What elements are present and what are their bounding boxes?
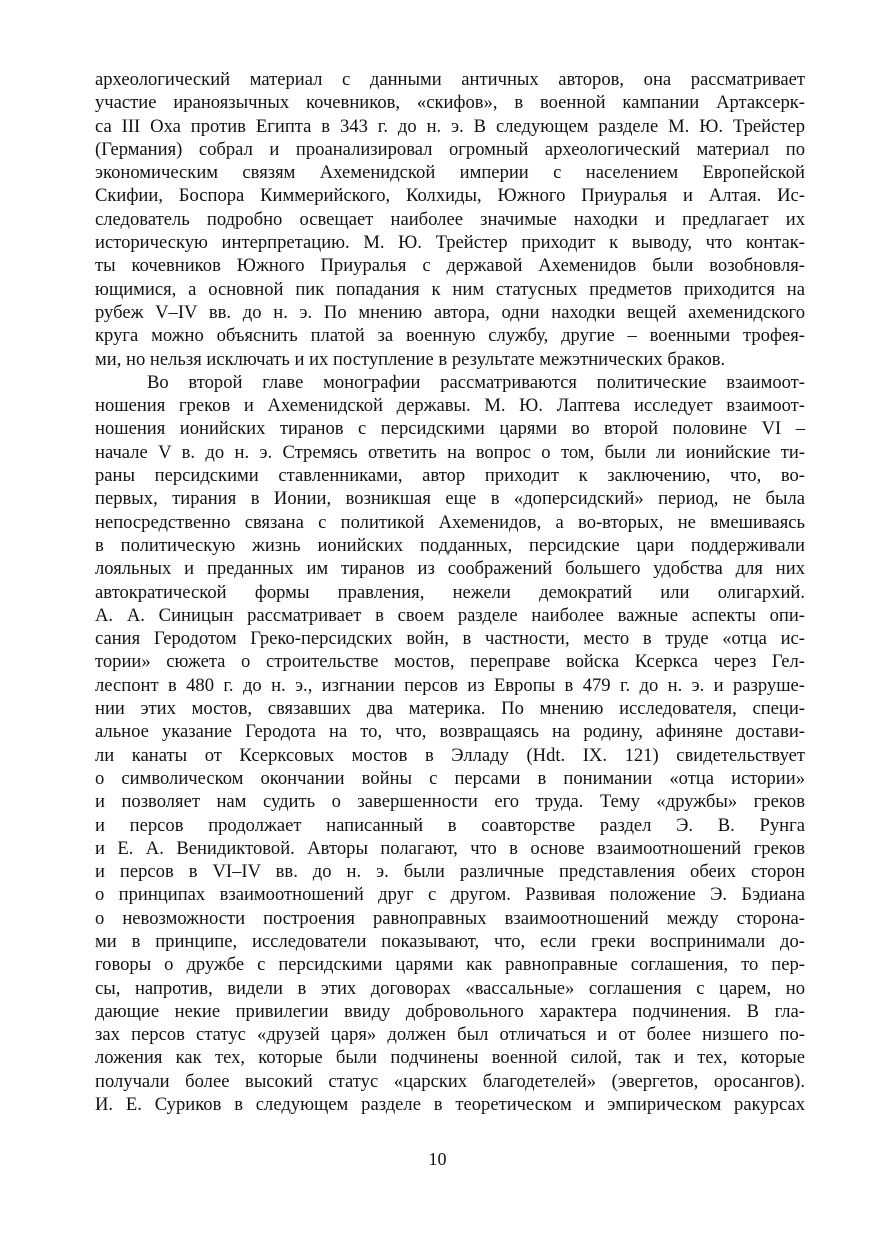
text-line: в политическую жизнь ионийских подданных, персидские цари поддерживали [95,534,805,556]
page-body [95,68,805,1116]
text-line: экономическим связям Ахеменидской империи с населением Европейской [95,162,805,184]
text-line: сания Геродотом Греко-персидских войн, в частности, место в труде «отца ис- [95,628,805,650]
text-line: и Е. А. Венидиктовой. Авторы полагают, что в основе взаимоотношений греков [95,837,805,859]
text-line: тории» сюжета о строительстве мостов, переправе войска Ксеркса через Гел- [95,651,805,673]
text-line: и персов продолжает написанный в соавторстве раздел Э. В. Рунга [95,814,805,836]
text-line: автократической формы правления, нежели демократий или олигархий. [95,581,805,603]
text-line: ты кочевников Южного Приуралья с державой Ахеменидов были возобновля- [95,255,805,277]
text-line: леспонт в 480 г. до н. э., изгнании персов из Европы в 479 г. до н. э. и разруше- [95,674,805,696]
text-line: сы, напротив, видели в этих договорах «вассальные» соглашения с царем, но [95,977,805,999]
text-line: нии этих мостов, связавших два материка. По мнению исследователя, специ- [95,698,805,720]
text-line: ми в принципе, исследователи показывают, что, если греки воспринимали до- [95,930,805,952]
text-line: ношения ионийских тиранов с персидскими царями во второй половине VI – [95,418,805,440]
text-line: говоры о дружбе с персидскими царями как равноправные соглашения, то пер- [95,954,805,976]
text-line: и позволяет нам судить о завершенности его труда. Тему «дружбы» греков [95,791,805,813]
text-line: ми, но нельзя исключать и их поступление в результате межэтнических браков. [95,348,726,370]
text-line: о невозможности построения равноправных взаимоотношений между сторона- [95,907,805,929]
text-line: лояльных и преданных им тиранов из соображений большего удобства для них [95,558,805,580]
text-line: дающие некие привилегии ввиду добровольного характера подчинения. В гла- [95,1000,805,1022]
text-line: круга можно объяснить платой за военную службу, другие – военными трофея- [95,325,805,347]
text-line: получали более высокий статус «царских благодетелей» (эвергетов, оросангов). [95,1070,805,1092]
page-number: 10 [428,1149,447,1169]
text-line: следователь подробно освещает наиболее значимые находки и предлагает их [95,208,805,230]
text-line: ющимися, а основной пик попадания к ним статусных предметов приходится на [95,278,805,300]
text-line: ношения греков и Ахеменидской державы. М. Ю. Лаптева исследует взаимоот- [95,395,805,417]
text-line: и персов в VI–IV вв. до н. э. были различные представления обеих сторон [95,861,805,883]
text-line: непосредственно связана с политикой Ахеменидов, а во-вторых, не вмешиваясь [95,511,805,533]
text-line: раны персидскими ставленниками, автор приходит к заключению, что, во- [95,465,805,487]
text-line: рубеж V–IV вв. до н. э. По мнению автора, одни находки вещей ахеменидского [95,301,805,323]
text-line: зах персов статус «друзей царя» должен был отличаться и от более низшего по- [95,1024,805,1046]
text-line: Во второй главе монографии рассматриваются политические взаимоот- [147,371,805,393]
text-line: А. А. Синицын рассматривает в своем разделе наиболее важные аспекты опи- [95,604,805,626]
text-line: первых, тирания в Ионии, возникшая еще в «доперсидский» период, не была [95,488,805,510]
text-line: И. Е. Суриков в следующем разделе в теоретическом и эмпирическом ракурсах [95,1094,805,1116]
text-line: историческую интерпретацию. М. Ю. Трейстер приходит к выводу, что контак- [95,232,805,254]
text-line: о принципах взаимоотношений друг с другом. Развивая положение Э. Бэдиана [95,884,805,906]
text-line: о символическом окончании войны с персами в понимании «отца истории» [95,767,805,789]
text-line: ли канаты от Ксерксовых мостов в Элладу (Hdt. IX. 121) свидетельствует [95,744,805,766]
text-line: ложения как тех, которые были подчинены военной силой, так и тех, которые [95,1047,805,1069]
paragraph-1 [95,68,805,371]
text-line: альное указание Геродота на то, что, возвращаясь на родину, афиняне достави- [95,721,805,743]
text-line: археологический материал с данными античных авторов, она рассматривает [95,69,805,90]
text-line: са III Оха против Египта в 343 г. до н. э. В следующем разделе М. Ю. Трейстер [95,115,805,137]
text-line: участие ираноязычных кочевников, «скифов», в военной кампании Артаксерк- [95,92,805,114]
text-line: начале V в. до н. э. Стремясь ответить на вопрос о том, были ли ионийские ти- [95,441,805,463]
text-line: (Германия) собрал и проанализировал огромный археологический материал по [95,138,805,160]
paragraph-2 [95,371,805,1117]
text-line: Скифии, Боспора Киммерийского, Колхиды, Южного Приуралья и Алтая. Ис- [95,185,805,207]
